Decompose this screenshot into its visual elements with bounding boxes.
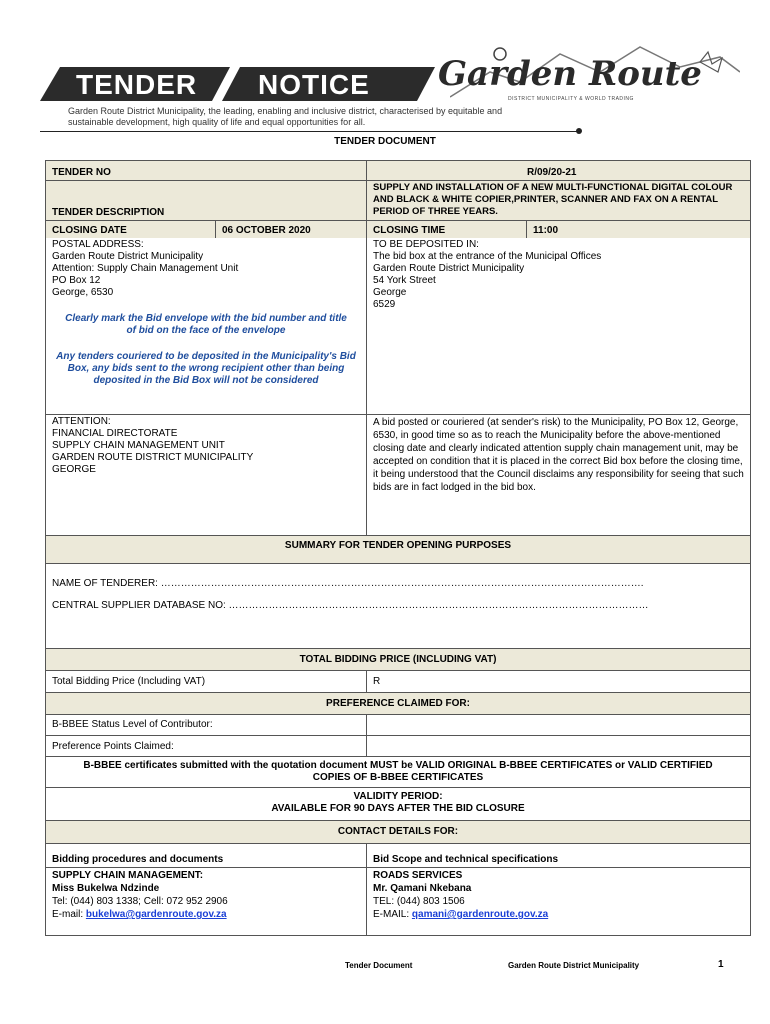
validity-row (46, 787, 750, 820)
attention-line: GARDEN ROUTE DISTRICT MUNICIPALITY (52, 452, 254, 463)
roads-email-link[interactable]: qamani@gardenroute.gov.za (411, 909, 549, 920)
deposit-line: TO BE DEPOSITED IN: (373, 239, 479, 250)
preference-heading: PREFERENCE CLAIMED FOR: (326, 698, 470, 709)
tender-description-label (46, 181, 367, 220)
scm-email-label: E-mail: (52, 909, 86, 920)
preference-points-row (46, 735, 750, 756)
closing-date-label: CLOSING DATE (46, 221, 216, 238)
tenderer-details-row (46, 563, 750, 648)
deposit-line: George (373, 287, 407, 298)
postal-line: George, 6530 (52, 287, 114, 298)
csd-number-field[interactable]: CENTRAL SUPPLIER DATABASE NO: ……………………………………………………………………………………………………………… (52, 600, 649, 611)
banner-word-notice: NOTICE (258, 69, 370, 100)
banner-tagline: Garden Route District Municipality, the leading, enabling and inclusive district, characterised by equitable and sustainable development, high quality of life and equal opportunities for all. (68, 106, 503, 127)
contact-heading-row (46, 820, 750, 843)
banner-word-tender: TENDER (76, 69, 198, 100)
postal-address-block (46, 238, 367, 414)
postal-line: Garden Route District Municipality (52, 251, 204, 262)
contact-details-row (46, 867, 750, 935)
postal-line: PO Box 12 (52, 275, 101, 286)
roads-contact-phone: TEL: (044) 803 1506 (373, 896, 465, 907)
roads-contact-name: Mr. Qamani Nkebana (373, 883, 472, 894)
bbbee-status-label: B-BBEE Status Level of Contributor: (46, 715, 367, 735)
contact-right-title: Bid Scope and technical specifications (373, 854, 559, 865)
scm-contact-name: Miss Bukelwa Ndzinde (52, 883, 160, 894)
attention-row (46, 414, 750, 535)
scm-contact-block (46, 868, 367, 935)
tender-description-value: SUPPLY AND INSTALLATION OF A NEW MULTI-FUNCTIONAL DIGITAL COLOUR AND BLACK & WHITE COPIER,PRINTER, SCANNER AND FAX ON A RENTAL PERIOD OF THREE YEARS. (373, 182, 733, 217)
footer-municipality: Garden Route District Municipality (508, 961, 640, 970)
footer-page-number: 1 (718, 959, 724, 970)
contact-titles-row (46, 843, 750, 867)
tender-no-label: TENDER NO (46, 161, 367, 180)
roads-contact-block (367, 868, 750, 935)
scm-email-line (52, 908, 360, 921)
summary-heading: SUMMARY FOR TENDER OPENING PURPOSES (284, 540, 512, 551)
validity-block (46, 788, 750, 820)
envelope-marking-note: Clearly mark the Bid envelope with the bid number and title of bid on the face of the envelope (65, 313, 347, 336)
tender-no-value: R/09/20-21 (527, 167, 577, 178)
document-title: TENDER DOCUMENT (334, 136, 436, 147)
closing-time-value: 11:00 (533, 225, 559, 236)
logo-subtitle: DISTRICT MUNICIPALITY & WORLD TRADING (508, 96, 634, 102)
contact-left-title-cell (46, 844, 367, 867)
price-heading-row (46, 648, 750, 670)
scm-contact-phone: Tel: (044) 803 1338; Cell: 072 952 2906 (52, 896, 228, 907)
tender-notice-banner (40, 42, 740, 137)
closing-date-value: 06 OCTOBER 2020 (216, 221, 367, 238)
attention-line: FINANCIAL DIRECTORATE (52, 428, 178, 439)
deposit-line: Garden Route District Municipality (373, 263, 525, 274)
validity-period: AVAILABLE FOR 90 DAYS AFTER THE BID CLOSURE (271, 803, 525, 814)
contact-heading: CONTACT DETAILS FOR: (337, 826, 459, 837)
preference-points-label: Preference Points Claimed: (46, 736, 367, 756)
attention-line: ATTENTION: (52, 416, 111, 427)
courier-warning-note: Any tenders couriered to be deposited in the Municipality's Bid Box, any bids sent to the wrong recipient other than being deposited in the Bid Box will not be considered (56, 351, 356, 386)
bbbee-status-row (46, 714, 750, 735)
footer-doc-label: Tender Document (345, 961, 413, 970)
tender-form-table (45, 160, 751, 936)
closing-time-label: CLOSING TIME (367, 221, 527, 238)
summary-heading-row (46, 535, 750, 563)
attention-line: GEORGE (52, 464, 96, 475)
price-row (46, 670, 750, 692)
deposit-line: The bid box at the entrance of the Municipal Offices (373, 251, 602, 262)
contact-left-title: Bidding procedures and documents (52, 854, 224, 865)
banner-rule (40, 131, 580, 132)
bbbee-status-field[interactable] (367, 715, 750, 735)
garden-route-logo: Garden Route (438, 54, 702, 94)
price-heading: TOTAL BIDDING PRICE (INCLUDING VAT) (299, 654, 497, 665)
price-value-field[interactable]: R (373, 676, 381, 687)
roads-email-label: E-MAIL: (373, 909, 412, 920)
roads-department: ROADS SERVICES (373, 870, 463, 881)
scm-email-link[interactable]: bukelwa@gardenroute.gov.za (85, 909, 227, 920)
preference-heading-row (46, 692, 750, 714)
banner-rule-dot (576, 128, 582, 134)
tenderer-details-block (46, 564, 750, 648)
address-row (46, 238, 750, 414)
tender-description-label-text: TENDER DESCRIPTION (52, 207, 165, 218)
price-label: Total Bidding Price (Including VAT) (46, 671, 367, 692)
preference-points-field[interactable] (367, 736, 750, 756)
certificate-note-row (46, 756, 750, 787)
validity-title: VALIDITY PERIOD: (353, 791, 443, 802)
tender-no-row (46, 161, 750, 180)
tender-description-row (46, 180, 750, 220)
certificate-note: B-BBEE certificates submitted with the quotation document MUST be VALID ORIGINAL B-BBEE CERTIFICATES or VALID CERTIFIED COPIES OF B-BBEE CERTIFICATES (83, 760, 713, 783)
deposit-line: 6529 (373, 299, 396, 310)
closing-row (46, 220, 750, 238)
attention-line: SUPPLY CHAIN MANAGEMENT UNIT (52, 440, 225, 451)
posting-conditions-text: A bid posted or couriered (at sender's risk) to the Municipality, PO Box 12, George, 6530, in good time so as to reach the Municipality before the above-mentioned closing date and clearly indicated attention supply chain management unit, may be accepted on condition that it is placed in the correct Bid box before the closing time, it being understood that the Council disclaims any responsibility for seeing that such bids are in fact lodged in the bid box. (373, 417, 744, 493)
attention-block (46, 415, 367, 535)
postal-line: POSTAL ADDRESS: (52, 239, 144, 250)
contact-right-title-cell (367, 844, 750, 867)
tenderer-name-field[interactable]: NAME OF TENDERER: ………………………………………………………………………………………………………………………………. (52, 578, 644, 589)
scm-department: SUPPLY CHAIN MANAGEMENT: (52, 870, 204, 881)
postal-line: Attention: Supply Chain Management Unit (52, 263, 239, 274)
deposit-line: 54 York Street (373, 275, 436, 286)
roads-email-line (373, 908, 744, 921)
deposit-address-block (367, 238, 750, 414)
